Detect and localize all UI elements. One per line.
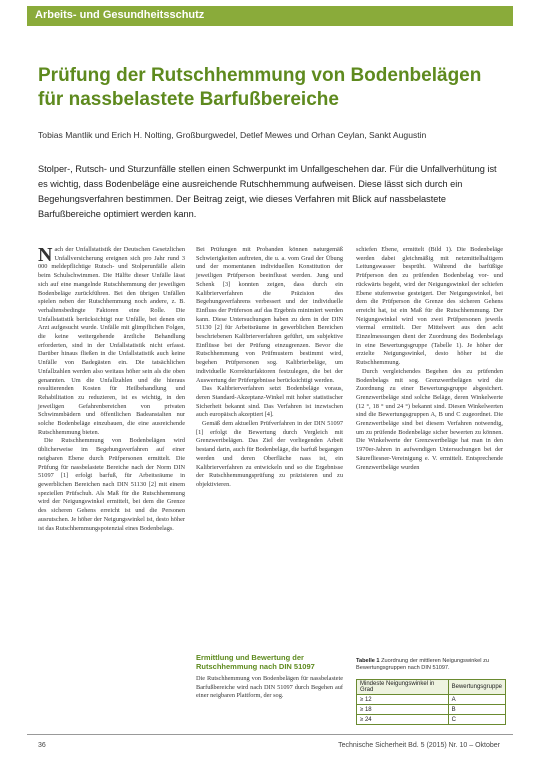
table-cell-group: A	[448, 695, 505, 705]
table-header-row	[357, 680, 506, 695]
table-header-angle: Mindeste Neigungswinkel in Grad	[357, 680, 449, 695]
rating-table	[356, 679, 506, 725]
table-caption-text: Zuordnung der mittleren Neigungswinkel zu Bewertungsgruppen nach DIN 51097.	[356, 658, 489, 671]
col1-paragraph-1-text: ach der Unfallstatistik der Deutschen Gesetzlichen Unfallversicherung ereignen sich pro Jahr rund 3 000 meldepflichtige Rutsch- und Stolperunfälle allein beim Schulschwimmen. Die Hälfte dieser Unfälle lässt sich auf eine mangelnde Rutschhemmung der jeweiligen Bodenbeläge zurückführen. Bei den übrigen Unfällen spielen neben der Rutschhemmung noch andere, z. B. verhaltensbedingte Faktoren eine Rolle. Die Unfallstatistik berücksichtigt nur Unfälle, bei denen ein Arzt aufgesucht wurde. Unfälle mit glimpflichen Folgen, die keine weitergehende ärztliche Behandlung erforderten, sind in der Unfallstatistik nicht erfasst. Darüber hinaus fließen in die Unfallstatistik auch keine Unfälle von Badegästen ein. Die tatsächlichen Unfallzahlen werden also weitaus höher sein als die oben genannten. Um die Unfallzahlen und die hieraus resultierenden Kosten für Heilbehandlung und Rehabilitation zu reduzieren, ist es wichtig, in den jeweiligen Gefahrenbereichen von privaten Schwimmbädern und öffentlichen Badeanstalten nur solche Bodenbeläge einzubauen, die eine ausreichende Rutschhemmung bieten.	[38, 246, 185, 436]
page-number: 36	[38, 742, 46, 749]
table-header-group: Bewertungsgruppe	[448, 680, 505, 695]
table-cell-angle: ≥ 18	[357, 705, 449, 715]
col3-paragraph-1: schiefen Ebene, ermittelt (Bild 1). Die Bodenbeläge werden dabei gleichmäßig mit netzmittelhaltigem Leitungswasser besprüht. Während die barfüßige Prüfperson den zu prüfenden Bodenbelag vor- und rückwärts begeht, wird der Neigungswinkel der schiefen Ebene stufenweise gesteigert. Der Neigungswinkel, bei dem die Prüfperson die Grenze des sicheren Gehens erreicht hat, ist ein Maß für die Rutschhemmung. Der Neigungswinkel wird von zwei Prüfpersonen jeweils viermal ermittelt. Der Mittelwert aus den acht Einzelmessungen dient der Zuordnung des Bodenbelags in eine Bewertungsgruppe (Tabelle 1). Je höher der erzielte Neigungswinkel, desto höher ist die Rutschhemmung.	[356, 246, 503, 367]
section-label: Arbeits- und Gesundheitsschutz	[35, 9, 205, 21]
table-cell-angle: ≥ 12	[357, 695, 449, 705]
col3-paragraph-2: Durch vergleichendes Begehen des zu prüfenden Bodenbelags mit sog. Grenzwertbelägen wird die Zuordnung zu einer Bewertungsgruppe abgesichert. Grenzwertbeläge sind solche Beläge, deren Winkelwerte (12 °, 18 ° und 24 °) bekannt sind. Diesen Winkelwerten sind die Bewertungsgruppen A, B und C zugeordnet. Die Grenzwertbeläge sind bei diesem Verfahren notwendig, um zu prüfende Bodenbeläge sicher bewerten zu können. Die Winkelwerte der Grenzwertbeläge hat man in den 1970er-Jahren in aufwendigen Untersuchungen bei der Säurefliesner-Vereinigung e. V. ermittelt. Entsprechende Grenzwertbeläge wurden	[356, 367, 503, 471]
table-cell-group: C	[448, 715, 505, 725]
table-caption-label: Tabelle 1	[356, 658, 380, 664]
column-3	[356, 246, 503, 472]
table-caption	[356, 658, 506, 672]
column-1	[38, 246, 185, 533]
col2-paragraph-3: Gemäß dem aktuellen Prüfverfahren in der DIN 51097 [1] erfolgt die Bewertung durch Vergleich mit Grenzwertbelägen. Das Ziel der vorliegenden Arbeit bestand darin, auch für Bodenbeläge, die barfuß begangen werden und deren Oberfläche nass ist, ein Kalibrierverfahren zu entwickeln und so die Ergebnisse der Rutschhemmungsprüfung zu präzisieren und zu objektivieren.	[196, 420, 343, 488]
title-line-2: für nassbelastete Barfußbereiche	[38, 89, 339, 110]
col2-paragraph-1: Bei Prüfungen mit Probanden können naturgemäß Schwierigkeiten auftreten, die u. a. vom Grad der Übung und der momentanen individuellen Konstitution der jeweiligen Prüfperson beeinflusst werden. Jung und Schenk [3] konnten zeigen, dass durch ein Kalibrierverfahren die Präzision des Begehungsverfahrens verbessert und der individuelle Einfluss der Prüferson auf das Ergebnis minimiert werden kann. Diese Untersuchungen haben zu dem in der DIN 51130 [2] für Arbeitsräume in gewerblichen Bereichen beschriebenen Kalibrierverfahren geführt, um subjektive Einflüsse bei der Prüfung einzugrenzen. Bevor die Rutschhemmung von Prüfmustern bestimmt wird, begehen Prüfpersonen sog. Kalibrierbeläge, um individuelle Korrekturfaktoren festzulegen, die bei der Auswertung der Prüfergebnisse berücksichtigt werden.	[196, 246, 343, 384]
col2-paragraph-4: Die Rutschhemmung von Bodenbelägen für nassbelastete Barfußbereiche wird nach DIN 51097 durch Begehen auf einer neigbaren Plattform, der sog.	[196, 675, 343, 700]
table-cell-angle: ≥ 24	[357, 715, 449, 725]
dropcap: N	[38, 244, 53, 266]
column-2	[196, 246, 343, 490]
section-subheading: Ermittlung und Bewertung der Rutschhemmung nach DIN 51097	[196, 653, 315, 671]
table-cell-group: B	[448, 705, 505, 715]
title-line-1: Prüfung der Rutschhemmung von Bodenbelägen	[38, 65, 482, 86]
table-row	[357, 695, 506, 705]
lead-paragraph: Stolper-, Rutsch- und Sturzunfälle stellen einen Schwerpunkt im Unfallgeschehen dar. Für die Unfallverhütung ist es wichtig, dass Bodenbeläge eine ausreichende Rutschhemmung aufweisen. Diese lässt sich durch ein Begehungsverfahren bestimmen. Der Beitrag zeigt, wie dieses Verfahren mit Blick auf nassbelastete Barfußbereiche optimiert werden kann.	[38, 164, 497, 219]
table-row	[357, 715, 506, 725]
section-header-bar	[27, 6, 513, 26]
table-row	[357, 705, 506, 715]
footer-rule	[27, 734, 513, 735]
col1-paragraph-2: Die Rutschhemmung von Bodenbelägen wird üblicherweise im Begehungsverfahren auf einer neigbaren Ebene durch Prüfpersonen ermittelt. Die Prüfung für nassbelastete Bereiche nach der Norm DIN 51097 [1] erfolgt barfuß, für Arbeitsräume in gewerblichen Bereichen nach DIN 51130 [2] mit einem speziellen Prüfschuh. Als Maß für die Rutschhemmung wird der Neigungswinkel ermittelt, bei dem die Grenze des sicheren Gehens erreicht ist und die Personen ausrutschen. Je höher der Neigungswinkel ist, desto höher ist das Rutschhemmungspotenzial eines Bodenbelags.	[38, 437, 185, 532]
col2-paragraph-2: Das Kalibrierverfahren setzt Bodenbeläge voraus, deren Standard-Akzeptanz-Winkel mit hoher statistischer Sicherheit bekannt sind. Das Verfahren ist inzwischen auch europäisch akzeptiert [4].	[196, 385, 343, 419]
authors: Tobias Mantlik und Erich H. Nolting, Großburgwedel, Detlef Mewes und Orhan Ceylan, Sankt Augustin	[38, 130, 427, 140]
article-title	[38, 64, 508, 112]
col1-paragraph-1	[38, 246, 185, 437]
journal-citation: Technische Sicherheit Bd. 5 (2015) Nr. 10 – Oktober	[338, 742, 500, 749]
